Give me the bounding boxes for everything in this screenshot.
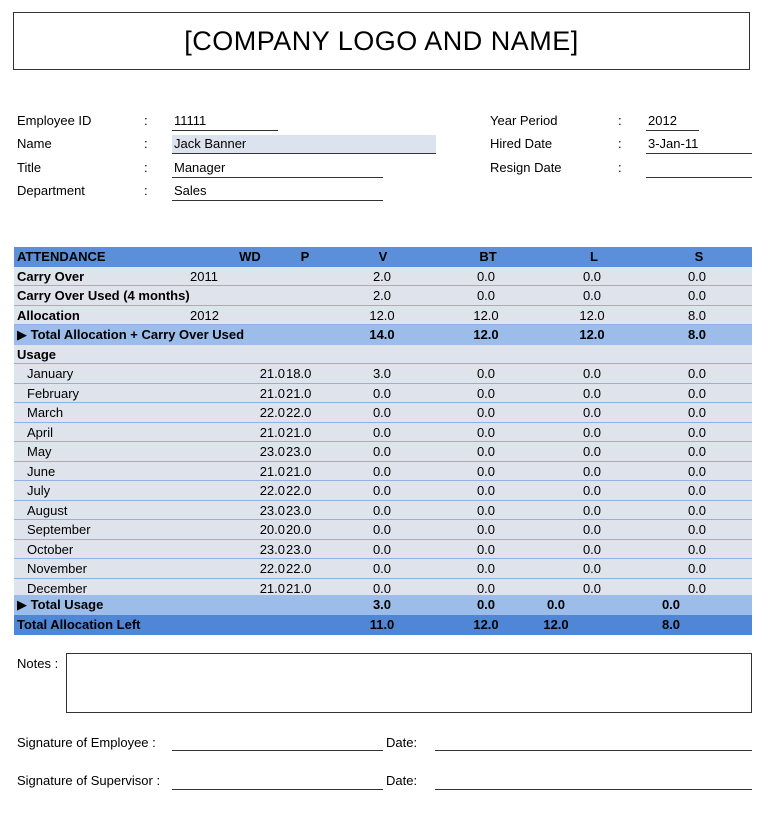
- month-l: 0.0: [582, 385, 602, 401]
- month-s: 0.0: [687, 385, 707, 401]
- supervisor-date-label: Date:: [386, 773, 418, 788]
- month-bt: 0.0: [476, 502, 496, 518]
- table-row: [14, 403, 752, 423]
- month-s: 0.0: [687, 463, 707, 479]
- total-left-bt: 12.0: [473, 617, 499, 632]
- month-l: 0.0: [582, 561, 602, 576]
- month-v: 0.0: [372, 522, 392, 537]
- allocation-row: [14, 306, 752, 326]
- month-p: 20.0: [286, 522, 312, 537]
- carry-over-used-l: 0.0: [582, 288, 602, 303]
- carry-over-l: 0.0: [582, 268, 602, 284]
- notes-label: Notes :: [17, 656, 59, 671]
- month-p: 23.0: [286, 541, 312, 557]
- month-l: 0.0: [582, 405, 602, 420]
- month-bt: 0.0: [476, 580, 496, 596]
- month-wd: 23.0: [259, 502, 285, 518]
- employee-date-label: Date:: [386, 735, 418, 750]
- colon: :: [618, 136, 622, 151]
- colon: :: [144, 183, 148, 198]
- carry-over-year: 2011: [190, 268, 218, 284]
- month-s: 0.0: [687, 580, 707, 596]
- employee-date-field[interactable]: [435, 750, 752, 751]
- allocation-v: 12.0: [369, 307, 395, 323]
- table-row: [14, 481, 752, 501]
- attendance-header-row: [14, 247, 752, 267]
- carry-over-used-bt: 0.0: [476, 288, 496, 303]
- carry-over-used-label: Carry Over Used (4 months): [17, 288, 190, 303]
- month-s: 0.0: [687, 444, 707, 459]
- total-left-label: Total Allocation Left: [17, 617, 141, 632]
- month-v: 0.0: [372, 424, 392, 440]
- month-v: 0.0: [372, 444, 392, 459]
- month-bt: 0.0: [476, 424, 496, 440]
- supervisor-date-field[interactable]: [435, 789, 752, 790]
- total-left-s: 8.0: [661, 617, 681, 632]
- month-s: 0.0: [687, 541, 707, 557]
- employee-signature-label: Signature of Employee :: [17, 735, 156, 750]
- title-field[interactable]: Manager: [172, 159, 383, 178]
- name-label: Name: [17, 136, 52, 151]
- carry-over-used-row: [14, 286, 752, 306]
- total-allocation-s: 8.0: [687, 327, 707, 342]
- month-bt: 0.0: [476, 385, 496, 401]
- month-wd: 22.0: [259, 483, 285, 498]
- month-v: 0.0: [372, 580, 392, 596]
- month-p: 22.0: [286, 483, 312, 498]
- department-field[interactable]: Sales: [172, 182, 383, 201]
- total-left-v: 11.0: [369, 617, 395, 632]
- month-bt: 0.0: [476, 522, 496, 537]
- month-bt: 0.0: [476, 444, 496, 459]
- employee-signature-field[interactable]: [172, 750, 383, 751]
- month-name: December: [27, 580, 87, 596]
- company-logo-title: [COMPANY LOGO AND NAME]: [13, 12, 750, 70]
- month-name: April: [27, 424, 54, 440]
- month-bt: 0.0: [476, 405, 496, 420]
- resign-date-field[interactable]: [646, 159, 752, 178]
- month-l: 0.0: [582, 483, 602, 498]
- usage-label: Usage: [17, 346, 57, 362]
- p-header: P: [300, 249, 310, 264]
- employee-id-field[interactable]: 11111: [172, 112, 278, 131]
- month-l: 0.0: [582, 424, 602, 440]
- allocation-l: 12.0: [579, 307, 605, 323]
- month-p: 23.0: [286, 444, 312, 459]
- month-p: 21.0: [286, 580, 312, 596]
- total-allocation-v: 14.0: [369, 327, 395, 342]
- total-left-row: [14, 615, 752, 635]
- total-usage-row: [14, 595, 752, 615]
- month-v: 0.0: [372, 405, 392, 420]
- total-usage-label: ▶ Total Usage: [17, 597, 104, 612]
- month-v: 0.0: [372, 483, 392, 498]
- month-v: 0.0: [372, 502, 392, 518]
- total-left-l: 12.0: [543, 617, 569, 632]
- colon: :: [144, 113, 148, 128]
- department-label: Department: [17, 183, 85, 198]
- supervisor-signature-field[interactable]: [172, 789, 383, 790]
- carry-over-row: [14, 267, 752, 287]
- attendance-header: ATTENDANCE: [17, 249, 106, 264]
- table-row: [14, 520, 752, 540]
- table-row: [14, 364, 752, 384]
- month-bt: 0.0: [476, 561, 496, 576]
- carry-over-s: 0.0: [687, 268, 707, 284]
- supervisor-signature-label: Signature of Supervisor :: [17, 773, 161, 788]
- month-name: July: [27, 483, 51, 498]
- month-l: 0.0: [582, 463, 602, 479]
- month-s: 0.0: [687, 366, 707, 381]
- carry-over-bt: 0.0: [476, 268, 496, 284]
- hired-date-label: Hired Date: [490, 136, 553, 151]
- month-v: 0.0: [372, 561, 392, 576]
- table-row: [14, 442, 752, 462]
- month-bt: 0.0: [476, 463, 496, 479]
- month-l: 0.0: [582, 541, 602, 557]
- year-period-field[interactable]: 2012: [646, 112, 699, 131]
- month-name: January: [27, 366, 74, 381]
- total-allocation-label: ▶ Total Allocation + Carry Over Used: [17, 327, 245, 342]
- month-p: 23.0: [286, 502, 312, 518]
- bt-header: BT: [479, 249, 497, 264]
- month-name: May: [27, 444, 52, 459]
- table-row: [14, 540, 752, 560]
- month-name: June: [27, 463, 56, 479]
- total-allocation-row: [14, 325, 752, 345]
- month-s: 0.0: [687, 424, 707, 440]
- total-allocation-l: 12.0: [579, 327, 605, 342]
- month-p: 22.0: [286, 561, 312, 576]
- month-s: 0.0: [687, 502, 707, 518]
- month-l: 0.0: [582, 522, 602, 537]
- resign-date-label: Resign Date: [490, 160, 562, 175]
- table-row: [14, 462, 752, 482]
- notes-field[interactable]: [66, 653, 752, 713]
- total-usage-s: 0.0: [661, 597, 681, 612]
- month-wd: 21.0: [259, 385, 285, 401]
- table-row: [14, 423, 752, 443]
- month-wd: 23.0: [259, 444, 285, 459]
- colon: :: [618, 113, 622, 128]
- month-name: November: [27, 561, 87, 576]
- month-l: 0.0: [582, 444, 602, 459]
- colon: :: [144, 136, 148, 151]
- month-wd: 22.0: [259, 405, 285, 420]
- total-usage-v: 3.0: [372, 597, 392, 612]
- table-row: [14, 384, 752, 404]
- month-wd: 22.0: [259, 561, 285, 576]
- month-s: 0.0: [687, 561, 707, 576]
- carry-over-used-v: 2.0: [372, 288, 392, 303]
- l-header: L: [590, 249, 598, 264]
- month-name: October: [27, 541, 74, 557]
- s-header: S: [694, 249, 704, 264]
- table-row: [14, 559, 752, 579]
- month-l: 0.0: [582, 580, 602, 596]
- allocation-bt: 12.0: [473, 307, 499, 323]
- month-s: 0.0: [687, 483, 707, 498]
- month-wd: 21.0: [259, 424, 285, 440]
- month-name: September: [27, 522, 91, 537]
- colon: :: [144, 160, 148, 175]
- usage-row: [14, 345, 752, 365]
- month-bt: 0.0: [476, 366, 496, 381]
- month-v: 0.0: [372, 385, 392, 401]
- month-v: 0.0: [372, 463, 392, 479]
- month-v: 3.0: [372, 366, 392, 381]
- month-p: 22.0: [286, 405, 312, 420]
- month-l: 0.0: [582, 366, 602, 381]
- carry-over-v: 2.0: [372, 268, 392, 284]
- month-bt: 0.0: [476, 483, 496, 498]
- month-wd: 21.0: [259, 366, 285, 381]
- year-period-label: Year Period: [490, 113, 558, 128]
- title-label: Title: [17, 160, 42, 175]
- hired-date-field[interactable]: 3-Jan-11: [646, 135, 752, 154]
- carry-over-label: Carry Over: [17, 268, 85, 284]
- month-bt: 0.0: [476, 541, 496, 557]
- month-p: 21.0: [286, 385, 312, 401]
- month-p: 18.0: [286, 366, 312, 381]
- name-field[interactable]: Jack Banner: [172, 135, 436, 154]
- allocation-year: 2012: [190, 307, 219, 323]
- month-p: 21.0: [286, 463, 312, 479]
- colon: :: [618, 160, 622, 175]
- month-v: 0.0: [372, 541, 392, 557]
- total-usage-l: 0.0: [546, 597, 566, 612]
- carry-over-used-s: 0.0: [687, 288, 707, 303]
- total-allocation-bt: 12.0: [473, 327, 499, 342]
- total-usage-bt: 0.0: [476, 597, 496, 612]
- month-wd: 20.0: [259, 522, 285, 537]
- month-wd: 21.0: [259, 463, 285, 479]
- month-name: February: [27, 385, 80, 401]
- allocation-label: Allocation: [17, 307, 80, 323]
- month-wd: 21.0: [259, 580, 285, 596]
- allocation-s: 8.0: [687, 307, 707, 323]
- table-row: [14, 501, 752, 521]
- month-s: 0.0: [687, 522, 707, 537]
- wd-header: WD: [239, 249, 261, 264]
- employee-id-label: Employee ID: [17, 113, 92, 128]
- month-s: 0.0: [687, 405, 707, 420]
- month-p: 21.0: [286, 424, 312, 440]
- month-name: March: [27, 405, 64, 420]
- month-wd: 23.0: [259, 541, 285, 557]
- month-name: August: [27, 502, 68, 518]
- v-header: V: [378, 249, 388, 264]
- month-l: 0.0: [582, 502, 602, 518]
